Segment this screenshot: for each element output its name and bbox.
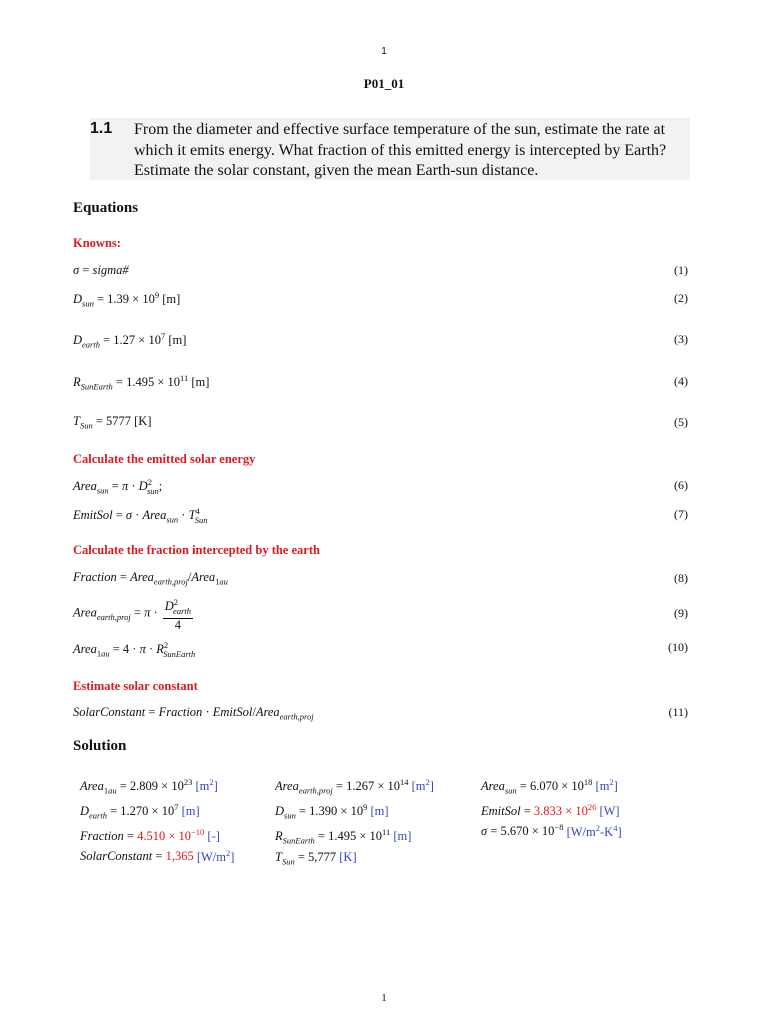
solution-solar-constant: SolarConstant = 1,365 $[W/m^2]$ (80, 847, 235, 864)
equation-d-sun: $D_{sun} = 1.39 \times 10^9$ [m] (73, 290, 181, 309)
fraction-d-earth-over-4: $\frac{D^2_{earth}}{4}$ (164, 597, 191, 632)
equation-area-sun: Area$_{sun}$ = $\pi \cdot D^2_{sun}$; (73, 477, 163, 496)
solution-r-sun-earth: $R_{SunEarth} = 1.495 \times 10^{11}$ [m] (275, 826, 412, 846)
solution-column-2 (275, 774, 434, 870)
equation-number: (2) (674, 291, 688, 305)
page-number-top: 1 (381, 46, 387, 57)
equation-area-earth-proj: Area$_{earth,proj}$ = π · $\frac{D^2_{earth}}{4}$ (73, 597, 191, 632)
problem-statement (90, 118, 690, 180)
solution-heading: Solution (73, 738, 127, 754)
emitted-energy-heading: Calculate the emitted solar energy (73, 452, 256, 466)
solution-area-earth-proj: Area$_{earth,proj}$ = $1.267 \times 10^{14}$ $[m^2]$ (275, 777, 434, 796)
knowns-heading: Knowns: (73, 236, 121, 250)
equation-d-earth: $D_{earth} = 1.27 \times 10^7$ [m] (73, 331, 187, 350)
problem-text: From the diameter and effective surface temperature of the sun, estimate the rate at which it emits energy. What fraction of this emitted energy is intercepted by Earth? Estimate the solar constant, given the mean Earth-sun distance. (134, 121, 667, 179)
solution-sigma: $\sigma = 5.670 \times 10^{-8}$ $[W/m^2-K^4]$ (481, 822, 622, 839)
equation-sigma: σ = sigma# (73, 263, 129, 277)
equations-heading: Equations (73, 200, 139, 216)
equation-emitsol: EmitSol = σ · Area$_{sun}$ · $T^4_{Sun}$ (73, 506, 208, 525)
solution-d-earth: $D_{earth} = 1.270 \times 10^7$ [m] (80, 801, 200, 821)
fraction-heading: Calculate the fraction intercepted by the earth (73, 543, 320, 557)
solution-emitsol: EmitSol = $3.833 \times 10^{26}$ [W] (481, 801, 620, 819)
equation-number: (9) (674, 606, 688, 620)
solution-area-sun: Area$_{sun}$ = $6.070 \times 10^{18}$ $[m^2]$ (481, 777, 618, 796)
equation-number: (3) (674, 332, 688, 346)
equation-number: (6) (674, 478, 688, 492)
page-number-bottom: 1 (381, 992, 387, 1004)
problem-number: 1.1 (90, 120, 113, 137)
equation-t-sun: $T_{Sun} = 5777$ [K] (73, 414, 152, 431)
equation-number: (4) (674, 374, 688, 388)
sigma-value: sigma# (92, 263, 129, 277)
equation-number: (5) (674, 415, 688, 429)
equation-solar-constant: SolarConstant = Fraction · EmitSol/Area$_{earth,proj}$ (73, 705, 314, 722)
solution-fraction: Fraction = $4.510 \times 10^{-10}$ [-] (80, 826, 220, 844)
solution-column-1 (80, 774, 234, 865)
equation-r-sun-earth: $R_{SunEarth} = 1.495 \times 10^{11}$ [m] (73, 373, 210, 392)
solar-constant-heading: Estimate solar constant (73, 679, 198, 693)
equation-number: (8) (674, 571, 688, 585)
solution-column-3 (481, 774, 622, 840)
equation-area-1au: Area$_{1au}$ = $4 \cdot \pi \cdot R^2_{SunEarth}$ (73, 640, 196, 659)
solution-area-1au: Area$_{1au}$ = $2.809 \times 10^{23}$ $[m^2]$ (80, 777, 218, 796)
equation-number: (1) (674, 263, 688, 277)
solution-t-sun: $T_{Sun} = 5,777$ [K] (275, 849, 357, 867)
page-id: P01_01 (363, 76, 405, 91)
solution-d-sun: $D_{sun} = 1.390 \times 10^9$ [m] (275, 801, 389, 821)
equation-number: (10) (668, 640, 688, 654)
equation-number: (11) (668, 705, 688, 719)
equation-number: (7) (674, 507, 688, 521)
equation-fraction: Fraction = Area$_{earth,proj}$/Area$_{1au}$ (73, 570, 228, 587)
